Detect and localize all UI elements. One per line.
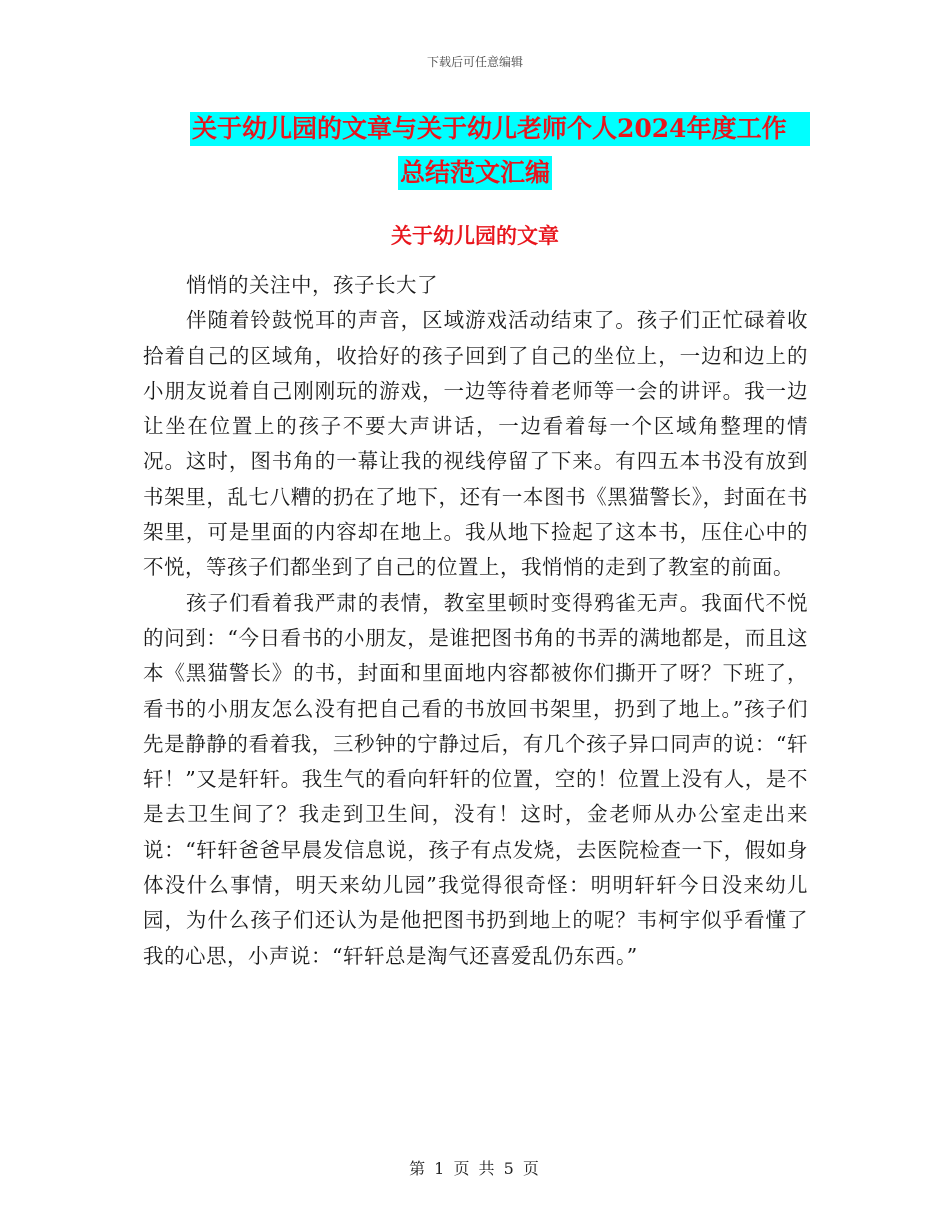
article-body (143, 268, 808, 974)
article-paragraph: 伴随着铃鼓悦耳的声音，区域游戏活动结束了。孩子们正忙碌着收拾着自己的区域角，收拾好的孩子回到了自己的坐位上，一边和边上的小朋友说着自己刚刚玩的游戏，一边等待着老师等一会的讲评。我一边让坐在位置上的孩子不要大声讲话，一边看着每一个区域角整理的情况。这时，图书角的一幕让我的视线停留了下来。有四五本书没有放到书架里，乱七八糟的扔在了地下，还有一本图书《黑猫警长》，封面在书架里，可是里面的内容却在地上。我从地下捡起了这本书，压住心中的不悦，等孩子们都坐到了自己的位置上，我悄悄的走到了教室的前面。 (143, 308, 808, 580)
title-line-2: 总结范文汇编 (398, 156, 552, 190)
page-footer: 第 1 页 共 5 页 (409, 1159, 541, 1178)
article-paragraph: 孩子们看着我严肃的表情，教室里顿时变得鸦雀无声。我面代不悦的问到：“今日看书的小朋友，是谁把图书角的书弄的满地都是，而且这本《黑猫警长》的书，封面和里面地内容都被你们撕开了呀？下班了，看书的小朋友怎么没有把自己看的书放回书架里，扔到了地上。”孩子们先是静静的看着我，三秒钟的宁静过后，有几个孩子异口同声的说：“轩轩！”又是轩轩。我生气的看向轩轩的位置，空的！位置上没有人，是不是去卫生间了？我走到卫生间，没有！这时，金老师从办公室走出来说：“轩轩爸爸早晨发信息说，孩子有点发烧，去医院检查一下，假如身体没什么事情，明天来幼儿园”我觉得很奇怪：明明轩轩今日没来幼儿园，为什么孩子们还认为是他把图书扔到地上的呢？韦柯宇似乎看懂了我的心思，小声说：“轩轩总是淘气还喜爱乱仍东西。” (143, 590, 808, 968)
article-paragraph: 悄悄的关注中，孩子长大了 (186, 273, 439, 297)
header-note: 下载后可任意编辑 (426, 55, 523, 69)
section-heading: 关于幼儿园的文章 (391, 223, 559, 248)
title-line-1: 关于幼儿园的文章与关于幼儿老师个人2024年度工作 (190, 112, 810, 146)
